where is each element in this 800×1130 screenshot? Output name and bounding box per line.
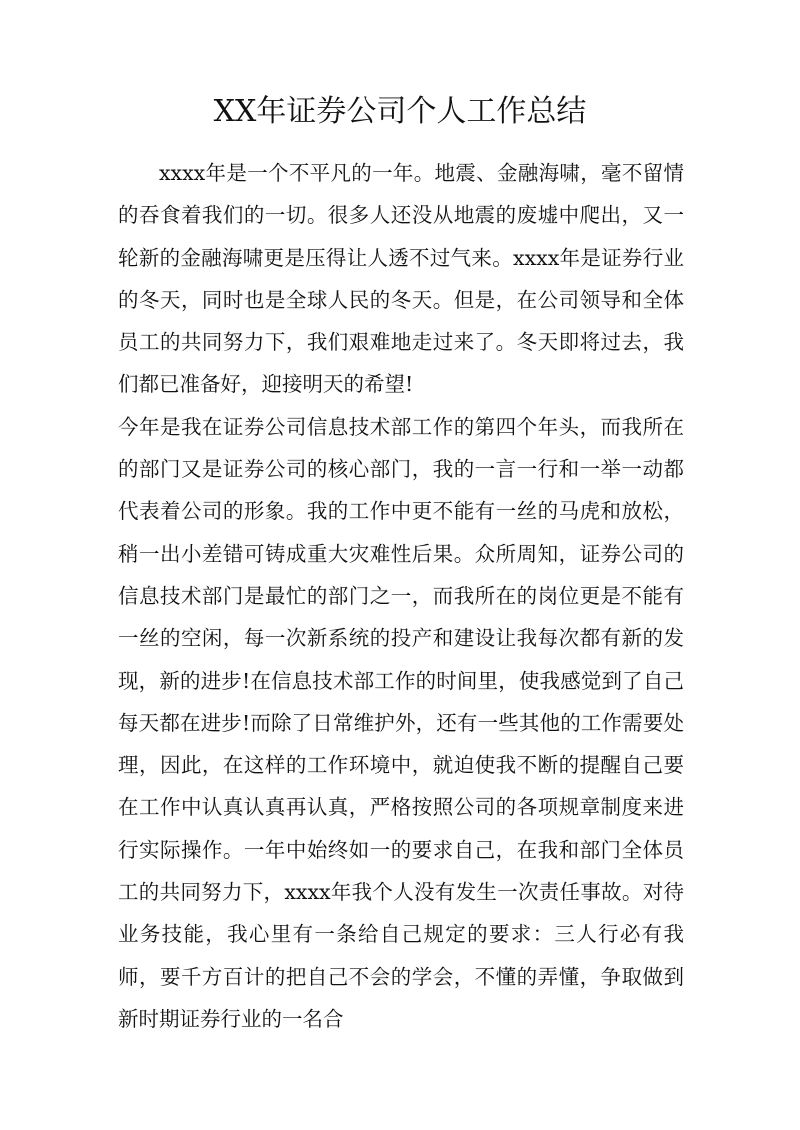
- document-title: XX年证券公司个人工作总结: [213, 94, 587, 129]
- paragraph-work-review: 今年是我在证券公司信息技术部工作的第四个年头，而我所在的部门又是证券公司的核心部门，我的一言一行和一举一动都代表着公司的形象。我的工作中更不能有一丝的马虎和放松，稍一出小差错可铸成重大灾难性后果。众所周知，证券公司的信息技术部门是最忙的部门之一，而我所在的岗位更是不能有一丝的空闲，每一次新系统的投产和建设让我每次都有新的发现，新的进步!在信息技术部工作的时间里，使我感觉到了自己每天都在进步!而除了日常维护外，还有一些其他的工作需要处理，因此，在这样的工作环境中，就迫使我不断的提醒自己要在工作中认真认真再认真，严格按照公司的各项规章制度来进行实际操作。一年中始终如一的要求自己，在我和部门全体员工的共同努力下，xxxx年我个人没有发生一次责任事故。对待业务技能，我心里有一条给自己规定的要求：三人行必有我师，要千方百计的把自己不会的学会，不懂的弄懂，争取做到新时期证券行业的一名合: [118, 414, 684, 1031]
- paragraph-intro: xxxx年是一个不平凡的一年。地震、金融海啸，毫不留情的吞食着我们的一切。很多人还没从地震的废墟中爬出，又一轮新的金融海啸更是压得让人透不过气来。xxxx年是证券行业的冬天，同时也是全球人民的冬天。但是，在公司领导和全体员工的共同努力下，我们艰难地走过来了。冬天即将过去，我们都已准备好，迎接明天的希望!: [118, 161, 684, 397]
- document-body: [118, 152, 684, 1040]
